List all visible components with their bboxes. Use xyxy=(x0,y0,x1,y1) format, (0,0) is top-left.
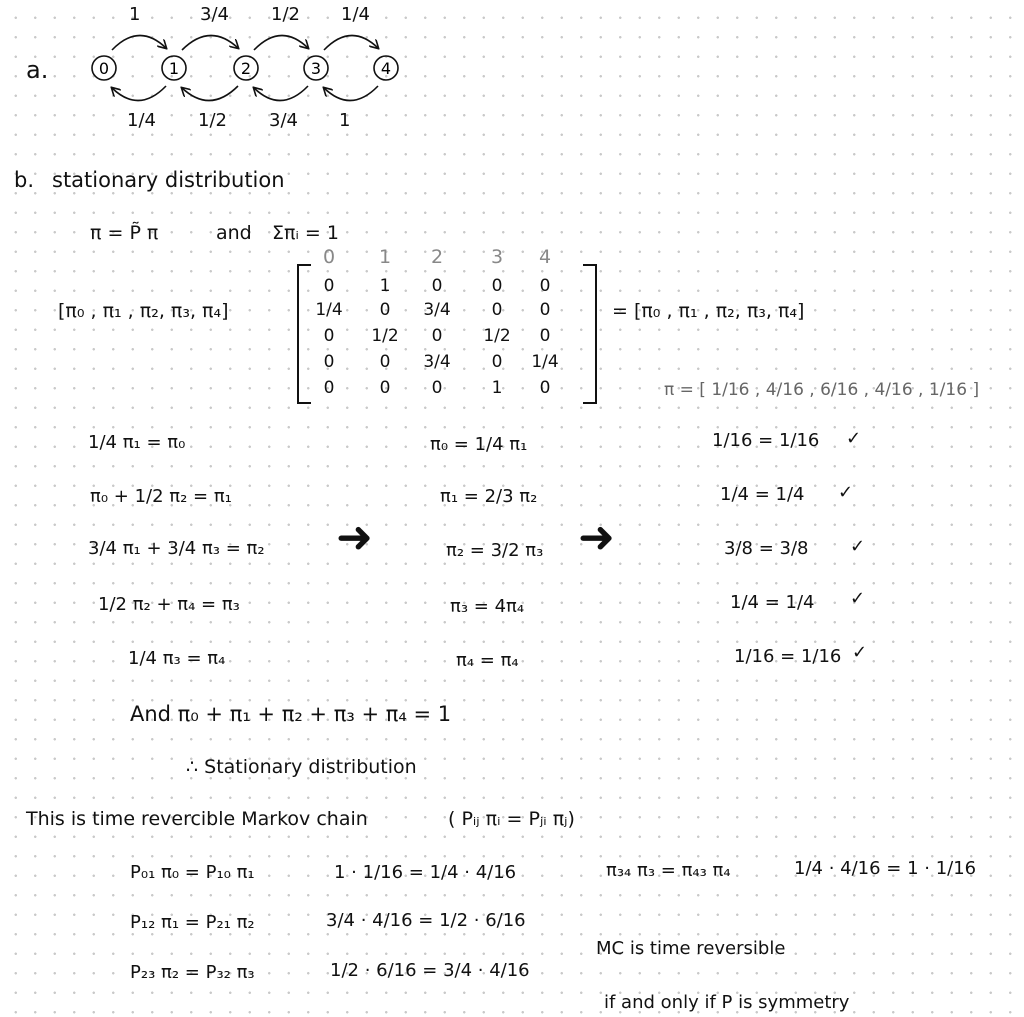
eq-left-1: 1/4 π₁ = π₀ xyxy=(88,432,186,453)
check-eq-1: 1/16 = 1/16 xyxy=(712,430,820,451)
eq-mid-4: π₃ = 4π₄ xyxy=(450,596,525,617)
state-label: 4 xyxy=(380,59,392,78)
matrix-right-bracket xyxy=(583,264,597,404)
matrix-cell: 0 xyxy=(323,352,335,372)
matrix-header: 2 xyxy=(430,246,444,268)
matrix-header: 1 xyxy=(378,246,392,268)
matrix-cell: 0 xyxy=(539,378,551,398)
rev-right-eq: π₃₄ π₃ = π₄₃ π₄ xyxy=(606,860,731,881)
backward-transition-arrow xyxy=(182,86,238,101)
part-b-label: b. xyxy=(14,168,35,192)
backward-transition-arrow xyxy=(112,86,166,101)
eq-and: and xyxy=(216,222,252,244)
iff-note: if and only if P is symmetry xyxy=(604,992,850,1013)
matrix-cell: 1/2 xyxy=(483,326,511,346)
backward-prob-label: 1/2 xyxy=(198,110,227,131)
forward-prob-label: 1/2 xyxy=(271,4,300,25)
matrix-cell: 1/2 xyxy=(371,326,399,346)
and-sum: And π₀ + π₁ + π₂ + π₃ + π₄ = 1 xyxy=(130,702,452,726)
matrix-cell: 0 xyxy=(431,326,443,346)
row-vector: [π₀ , π₁ , π₂, π₃, π₄] xyxy=(58,300,229,322)
eq-mid-1: π₀ = 1/4 π₁ xyxy=(430,434,528,455)
rev-val-2: 3/4 · 4/16 = 1/2 · 6/16 xyxy=(326,910,526,931)
forward-transition-arrow xyxy=(182,35,238,50)
result-vector: = [π₀ , π₁ , π₂, π₃, π₄] xyxy=(612,300,805,322)
matrix-cell: 0 xyxy=(539,326,551,346)
forward-prob-label: 1 xyxy=(129,4,141,25)
rev-eq-2: P₁₂ π₁ = P₂₁ π₂ xyxy=(130,912,255,933)
check-mark-icon: ✓ xyxy=(850,536,866,557)
matrix-cell: 0 xyxy=(491,300,503,320)
transition-matrix xyxy=(297,246,597,402)
forward-prob-label: 1/4 xyxy=(341,4,370,25)
matrix-cell: 0 xyxy=(431,276,443,296)
matrix-cell: 0 xyxy=(379,300,391,320)
therefore-line: ∴ Stationary distribution xyxy=(186,756,417,778)
matrix-cell: 3/4 xyxy=(423,300,451,320)
matrix-cell: 0 xyxy=(379,352,391,372)
reversibility-statement: This is time revercible Markov chain xyxy=(26,808,368,830)
rev-right-val: 1/4 · 4/16 = 1 · 1/16 xyxy=(794,858,977,879)
forward-transition-arrow xyxy=(112,35,166,50)
matrix-cell: 0 xyxy=(323,276,335,296)
eq-mid-3: π₂ = 3/2 π₃ xyxy=(446,540,544,561)
forward-transition-arrow xyxy=(254,35,308,50)
eq-left-2: π₀ + 1/2 π₂ = π₁ xyxy=(90,486,232,507)
state-label: 0 xyxy=(98,59,110,78)
eq-sum: Σπᵢ = 1 xyxy=(272,222,339,244)
matrix-header: 0 xyxy=(322,246,336,268)
state-label: 1 xyxy=(168,59,180,78)
reversibility-condition: ( Pᵢⱼ πᵢ = Pⱼᵢ πⱼ) xyxy=(448,808,575,830)
eq-mid-2: π₁ = 2/3 π₂ xyxy=(440,486,538,507)
state-label: 3 xyxy=(310,59,322,78)
check-mark-icon: ✓ xyxy=(838,482,854,503)
backward-transition-arrow xyxy=(324,86,378,101)
matrix-cell: 0 xyxy=(379,378,391,398)
rev-eq-1: P₀₁ π₀ = P₁₀ π₁ xyxy=(130,862,255,883)
mc-note: MC is time reversible xyxy=(596,938,786,959)
check-mark-icon: ✓ xyxy=(852,642,868,663)
state-label: 2 xyxy=(240,59,252,78)
rev-eq-3: P₂₃ π₂ = P₃₂ π₃ xyxy=(130,962,255,983)
eq-left-3: 3/4 π₁ + 3/4 π₃ = π₂ xyxy=(88,538,265,559)
pi-result: π = [ 1/16 , 4/16 , 6/16 , 4/16 , 1/16 ] xyxy=(664,380,980,400)
matrix-cell: 1/4 xyxy=(531,352,559,372)
check-eq-3: 3/8 = 3/8 xyxy=(724,538,809,559)
backward-prob-label: 3/4 xyxy=(269,110,298,131)
backward-prob-label: 1 xyxy=(339,110,351,131)
matrix-header: 3 xyxy=(490,246,504,268)
forward-transition-arrow xyxy=(324,35,378,50)
check-mark-icon: ✓ xyxy=(846,428,862,449)
check-eq-5: 1/16 = 1/16 xyxy=(734,646,842,667)
rev-val-1: 1 · 1/16 = 1/4 · 4/16 xyxy=(334,862,517,883)
matrix-header: 4 xyxy=(538,246,552,268)
eq-mid-5: π₄ = π₄ xyxy=(456,650,519,671)
backward-transition-arrow xyxy=(254,86,308,101)
matrix-cell: 0 xyxy=(323,326,335,346)
arrow-right-2-icon: ➜ xyxy=(578,512,615,563)
part-a-label: a. xyxy=(26,56,49,84)
check-eq-2: 1/4 = 1/4 xyxy=(720,484,805,505)
matrix-cell: 0 xyxy=(323,378,335,398)
matrix-cell: 1 xyxy=(491,378,503,398)
eq-left-5: 1/4 π₃ = π₄ xyxy=(128,648,226,669)
matrix-cell: 1 xyxy=(379,276,391,296)
matrix-cell: 0 xyxy=(491,352,503,372)
forward-prob-label: 3/4 xyxy=(200,4,229,25)
matrix-cell: 1/4 xyxy=(315,300,343,320)
arrow-right-1-icon: ➜ xyxy=(336,512,373,563)
matrix-cell: 0 xyxy=(539,300,551,320)
matrix-cell: 0 xyxy=(491,276,503,296)
matrix-cell: 3/4 xyxy=(423,352,451,372)
check-eq-4: 1/4 = 1/4 xyxy=(730,592,815,613)
eq-left-4: 1/2 π₂ + π₄ = π₃ xyxy=(98,594,240,615)
eq-pi: π = P̃ π xyxy=(90,222,159,244)
rev-val-3: 1/2 · 6/16 = 3/4 · 4/16 xyxy=(330,960,530,981)
part-b-heading: stationary distribution xyxy=(52,168,285,192)
matrix-cell: 0 xyxy=(539,276,551,296)
matrix-cell: 0 xyxy=(431,378,443,398)
check-mark-icon: ✓ xyxy=(850,588,866,609)
backward-prob-label: 1/4 xyxy=(127,110,156,131)
